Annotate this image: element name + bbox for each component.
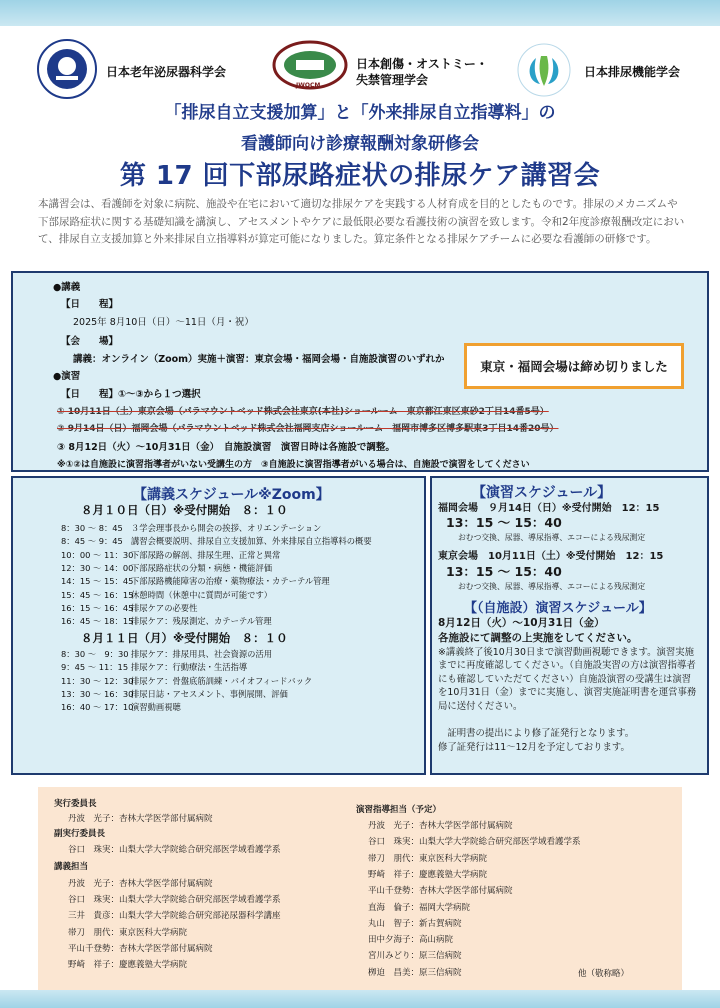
- option-self: ③ 8月12日（火）～10月31日（金） 自施設演習 演習日時は各施設で調整。: [57, 442, 395, 453]
- schedule-row: [61, 522, 321, 534]
- schedule-time: 14：15 ～ 15：45: [61, 576, 134, 587]
- lecturer-name: 帯刀 朋代：東京医科大学病院: [68, 927, 188, 938]
- org-name-geriatric-urology: 日本老年泌尿器科学会: [106, 65, 227, 79]
- practice-date-label: 【日 程】①～③から１つ選択: [61, 389, 201, 400]
- instructor-name: 宮川みどり：原三信病院: [368, 951, 462, 962]
- instructor-name: 栁迫 昌美：原三信病院: [368, 967, 462, 978]
- others-note: 他（敬称略）: [578, 969, 630, 979]
- lecturer-name: 野崎 祥子：慶應義塾大学病院: [68, 960, 188, 970]
- schedule-row: [61, 562, 272, 574]
- schedule-time: 12：30 ～ 14：00: [61, 562, 134, 573]
- closed-notice: 東京・福岡会場は締め切りました: [464, 343, 684, 389]
- tokyo-heading: 東京会場 10月11日（土）※受付開始 12：15: [438, 551, 664, 562]
- jwocm-logo-text: JWOCM: [296, 82, 321, 89]
- schedule-topic: 排尿ケアの必要性: [131, 602, 198, 613]
- lecture-schedule-box: [11, 476, 426, 775]
- schedule-topic: ３学会理事長から開会の挨拶、オリエンテーション: [131, 523, 322, 533]
- schedule-time: 9：45 ～ 11：15: [61, 662, 129, 673]
- title-line2: 看護師向け診療報酬対象研修会: [241, 134, 479, 154]
- schedule-topic: 排尿ケア：排尿用具、社会資源の活用: [131, 649, 273, 659]
- lecture-schedule-title: 【講義スケジュール※Zoom】: [133, 487, 330, 503]
- schedule-time: 8：30 ～ 8：45: [61, 523, 123, 533]
- seal-logo-icon: [36, 38, 98, 100]
- practice-label: ●演習: [53, 371, 81, 382]
- tokyo-time: 13：15 ～ 15：40: [446, 564, 562, 579]
- org-name-wocm-line1: 日本創傷・オストミー・: [356, 57, 488, 71]
- date-label: 【日 程】: [61, 299, 119, 310]
- lecturer-name: 平山千登勢：杏林大学医学部付属病院: [68, 943, 213, 954]
- lecturer-name: 丹波 光子：杏林大学医学部付属病院: [68, 879, 213, 889]
- schedule-topic: 演習動画視聴: [131, 702, 181, 713]
- schedule-row: [61, 615, 272, 627]
- schedule-topic: 排尿ケア：骨盤底筋訓練・バイオフィードバック: [131, 675, 313, 686]
- schedule-topic: 休憩時間（休憩中に質問が可能です）: [131, 589, 273, 600]
- lecturer-name: 谷口 珠実：山梨大学大学院総合研究部医学域看護学系: [68, 895, 281, 906]
- day2-heading: ８月１１日（月）※受付開始 ８：１０: [81, 631, 288, 645]
- continence-society-logo-icon: [514, 42, 574, 98]
- instructor-name: 平山千登勢：杏林大学医学部付属病院: [368, 886, 513, 897]
- tokyo-items: おむつ交換、尿器、導尿指導、エコーによる残尿測定: [458, 582, 646, 591]
- instructor-name: 谷口 珠実：山梨大学大学院総合研究部医学域看護学系: [368, 837, 581, 848]
- schedule-topic: 排尿日誌・アセスメント、事例展開、評価: [131, 688, 288, 699]
- option-tokyo: ① 10月11日（土）東京会場（パラマウントベッド株式会社東京(本社)ショールーム 東京都江東区東砂2丁目14番5号）: [57, 407, 549, 417]
- info-footnote: ※①②は自施設に演習指導者がいない受講生の方 ③自施設に演習指導者がいる場合は、自施設で演習をしてください: [57, 460, 530, 470]
- day1-heading: ８月１０日（日）※受付開始 ８：１０: [81, 503, 288, 517]
- schedule-topic: 排尿ケア：行動療法・生活指導: [131, 662, 248, 673]
- chair-name: 丹波 光子：杏林大学医学部付属病院: [68, 814, 213, 824]
- practice-note-1: ※講義終了後10月30日まで演習動画視聴できます。演習実施までに再度確認してください。（自施設実習の方は演習指導者にも確認していただてください）自施設演習の受講生は演習を10月31日（金）までに実施し、演習実施証明書を運営事務局に送付ください。: [438, 647, 697, 712]
- page-title: 第 17 回下部尿路症状の排尿ケア講習会: [119, 161, 601, 191]
- schedule-row: [61, 575, 330, 587]
- schedule-time: 8：30 ～ 9：30: [61, 649, 129, 659]
- schedule-topic: 排尿ケア：残尿測定、カテーテル管理: [131, 616, 272, 627]
- schedule-row: [61, 688, 288, 700]
- schedule-time: 10：00 ～ 11：30: [61, 549, 134, 560]
- bottom-decor-bar: [0, 990, 720, 1008]
- schedule-row: [61, 701, 181, 713]
- fukuoka-heading: 福岡会場 ９月14日（日）※受付開始 12：15: [438, 503, 660, 514]
- self-practice-title: 【（自施設）演習スケジュール】: [464, 601, 652, 616]
- practice-note-2: 証明書の提出により修了証発行となります。: [438, 728, 635, 739]
- schedule-row: [61, 589, 272, 601]
- venue-value: 講義：オンライン（Zoom）実施＋演習：東京会場・福岡会場・自施設演習のいずれか: [73, 354, 445, 365]
- practice-schedule-title: 【演習スケジュール】: [472, 485, 612, 501]
- staff-box: [38, 787, 682, 990]
- schedule-topic: 下部尿路の解剖、排尿生理、正常と異常: [131, 549, 281, 560]
- schedule-time: 16：40 ～ 17：10: [61, 702, 134, 713]
- instructor-name: 帯刀 朋代：東京医科大学病院: [368, 853, 488, 864]
- schedule-row: [61, 602, 197, 614]
- lecturers-label: 講義担当: [54, 862, 89, 872]
- instructor-name: 直海 倫子：福岡大学病院: [368, 902, 471, 913]
- self-practice-date: 8月12日（火）～10月31日（金）: [438, 617, 605, 629]
- instructor-name: 丹波 光子：杏林大学医学部付属病院: [368, 821, 513, 831]
- instructor-name: 野崎 祥子：慶應義塾大学病院: [368, 869, 488, 880]
- schedule-time: 16：45 ～ 18：15: [61, 616, 134, 627]
- org-name-wocm-line2: 失禁管理学会: [356, 73, 429, 87]
- fukuoka-items: おむつ交換、尿器、導尿指導、エコーによる残尿測定: [458, 533, 646, 542]
- schedule-row: [61, 675, 312, 687]
- lecture-label: ●講義: [53, 282, 81, 293]
- schedule-time: 13：30 ～ 16：30: [61, 688, 134, 699]
- org-name-continence: 日本排尿機能学会: [584, 65, 681, 79]
- vice-chair-name: 谷口 珠実：山梨大学大学院総合研究部医学域看護学系: [68, 845, 281, 855]
- top-decor-bar: [0, 0, 720, 26]
- schedule-time: 11：30 ～ 12：30: [61, 675, 134, 686]
- lecturer-name: 三井 貴彦：山梨大学大学院総合研究部泌尿器科学講座: [68, 911, 281, 922]
- schedule-time: 8：45 ～ 9：45: [61, 536, 123, 547]
- instructors-label: 演習指導担当（予定）: [356, 805, 442, 815]
- instructor-name: 田中夕海子：高山病院: [368, 935, 454, 946]
- instructor-name: 丸山 智子：新古賀病院: [368, 918, 462, 929]
- intro-paragraph: 本講習会は、看護師を対象に病院、施設や在宅において適切な排尿ケアを実践する人材育成を目的としたものです。排尿のメカニズムや下部尿路症状に関する基礎知識を講演し、アセスメントやケアに最低限必要な看護技術の演習を致します。令和2年度診療報酬改定において、排尿自立支援加算と外来排尿自立指導料が算定可能になりました。算定条件となる排尿ケアチームに必要な看護師の研修です。: [38, 198, 685, 245]
- practice-note-3: 修了証発行は11～12月を予定しております。: [438, 742, 630, 753]
- schedule-time: 15：45 ～ 16：15: [61, 589, 134, 600]
- schedule-time: 16：15 ～ 16：45: [61, 602, 134, 613]
- schedule-row: [61, 661, 247, 673]
- option-fukuoka: ② 9月14日（日）福岡会場（パラマウントベッド株式会社福岡支店ショールーム 福岡市博多区博多駅東3丁目14番20号）: [57, 424, 559, 434]
- schedule-row: [61, 535, 372, 547]
- date-value: 2025年 8月10日（日）～11日（月・祝）: [73, 317, 254, 328]
- practice-schedule-box: [430, 476, 709, 775]
- vice-chair-label: 副実行委員長: [54, 829, 106, 839]
- schedule-topic: 下部尿路症状の分類・病態・機能評価: [131, 562, 273, 573]
- venue-label: 【会 場】: [61, 336, 119, 347]
- schedule-row: [61, 549, 280, 561]
- chair-label: 実行委員長: [54, 799, 97, 809]
- schedule-topic: 下部尿路機能障害の治療・薬物療法・カテーテル管理: [131, 576, 330, 587]
- schedule-topic: 講習会概要説明、排尿自立支援加算、外来排尿自立指導料の概要: [131, 536, 372, 547]
- title-line1: 「排尿自立支援加算」と「外来排尿自立指導料」の: [164, 103, 556, 123]
- schedule-row: [61, 648, 272, 660]
- self-practice-note-head: 各施設にて調整の上実施をしてください。: [438, 632, 638, 644]
- fukuoka-time: 13：15 ～ 15：40: [446, 515, 562, 530]
